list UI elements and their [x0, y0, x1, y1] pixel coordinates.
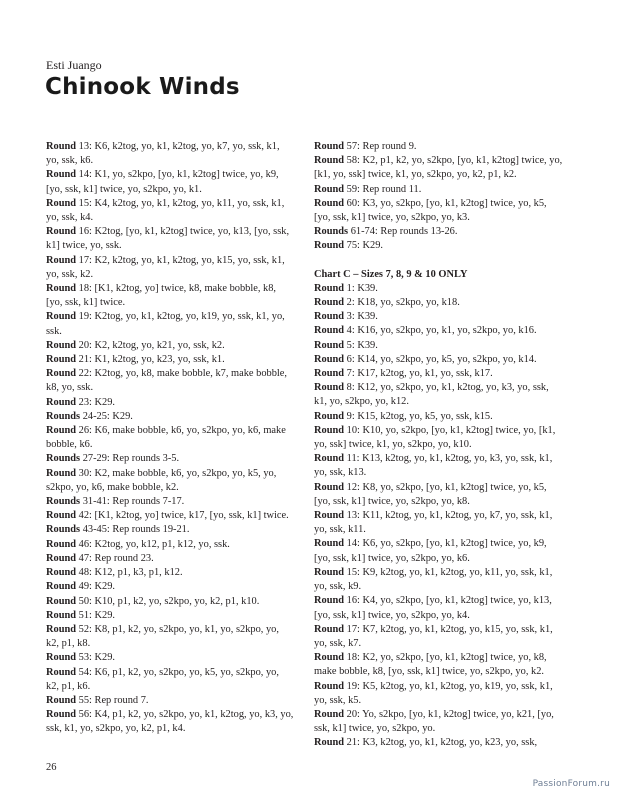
- instruction-line: [314, 239, 564, 253]
- round-label: Round: [314, 410, 345, 422]
- round-label: Round: [314, 708, 345, 720]
- round-instruction: 12: K8, yo, s2kpo, [yo, k1, k2tog] twice, yo, k5, [yo, ssk, k1] twice, yo, s2kpo, yo, k8.: [314, 481, 547, 507]
- round-instruction: 58: K2, p1, k2, yo, s2kpo, [yo, k1, k2tog] twice, yo, [k1, yo, ssk] twice, k1, yo, s2kpo, yo, k2, p1, k2.: [314, 155, 563, 181]
- round-label: Round: [314, 680, 345, 692]
- round-label: Round: [46, 368, 77, 380]
- instruction-line: [46, 197, 294, 225]
- round-label: Round: [314, 141, 345, 152]
- section-gap: [314, 254, 564, 268]
- page-title: Chinook Winds: [45, 74, 240, 100]
- instruction-line: [46, 523, 294, 537]
- round-label: Round: [46, 197, 77, 209]
- instruction-line: [46, 595, 294, 609]
- right-column: [314, 140, 564, 751]
- instruction-line: [46, 623, 294, 651]
- round-label: Round: [314, 353, 345, 365]
- round-label: Round: [314, 737, 345, 749]
- instruction-line: [314, 651, 564, 679]
- round-instruction: 46: K2tog, yo, k12, p1, k12, yo, ssk.: [76, 538, 230, 550]
- instruction-line: [314, 353, 564, 367]
- round-instruction: 11: K13, k2tog, yo, k1, k2tog, yo, k3, yo, ssk, k1, yo, ssk, k13.: [314, 453, 553, 479]
- round-label: Round: [314, 368, 345, 380]
- instruction-line: [314, 680, 564, 708]
- round-label: Round: [46, 254, 77, 266]
- round-label: Round: [46, 567, 77, 579]
- round-label: Round: [314, 538, 345, 550]
- round-label: Round: [46, 311, 77, 323]
- round-instruction: 10: K10, yo, s2kpo, [yo, k1, k2tog] twice, yo, [k1, yo, ssk] twice, k1, yo, s2kpo, yo, k10.: [314, 424, 556, 451]
- round-label: Round: [314, 339, 345, 351]
- watermark: PassionForum.ru: [532, 779, 610, 789]
- round-instruction: 21: K3, k2tog, yo, k1, k2tog, yo, k23, yo, ssk,: [344, 737, 538, 749]
- round-label: Round: [46, 623, 77, 635]
- round-instruction: 55: Rep round 7.: [76, 694, 149, 706]
- round-label: Round: [46, 609, 77, 621]
- instruction-line: [46, 140, 294, 168]
- instruction-line: [46, 367, 294, 395]
- round-instruction: 6: K14, yo, s2kpo, yo, k5, yo, s2kpo, yo, k14.: [344, 353, 537, 365]
- round-label: Round: [314, 325, 345, 337]
- round-label: Round: [46, 666, 77, 678]
- round-label: Round: [314, 510, 345, 522]
- round-instruction: 21: K1, k2tog, yo, k23, yo, ssk, k1.: [76, 354, 225, 366]
- round-label: Round: [46, 425, 77, 437]
- round-instruction: 16: K2tog, [yo, k1, k2tog] twice, yo, k13, [yo, ssk, k1] twice, yo, ssk.: [46, 226, 290, 252]
- round-instruction: 60: K3, yo, s2kpo, [yo, k1, k2tog] twice, yo, k5, [yo, ssk, k1] twice, yo, s2kpo, yo, k3.: [314, 197, 547, 224]
- instruction-line: [46, 495, 294, 509]
- round-label: Round: [46, 538, 77, 550]
- section-heading: Chart C – Sizes 7, 8, 9 & 10 ONLY: [314, 268, 468, 280]
- instruction-line: [314, 381, 564, 409]
- round-label: Round: [46, 141, 77, 152]
- instruction-line: [314, 623, 564, 651]
- round-instruction: 47: Rep round 23.: [76, 552, 154, 564]
- round-instruction: 26: K6, make bobble, k6, yo, s2kpo, yo, k6, make bobble, k6.: [46, 425, 286, 451]
- instruction-line: [314, 310, 564, 324]
- instruction-line: [314, 594, 564, 622]
- round-label: Rounds: [46, 453, 81, 465]
- round-instruction: 4: K16, yo, s2kpo, yo, k1, yo, s2kpo, yo, k16.: [344, 325, 537, 337]
- round-label: Round: [314, 652, 345, 664]
- instruction-line: [314, 708, 564, 736]
- instruction-line: [46, 708, 294, 736]
- round-label: Round: [46, 354, 77, 366]
- round-instruction: 1: K39.: [344, 282, 378, 294]
- round-label: Round: [46, 169, 77, 181]
- round-label: Round: [314, 453, 345, 465]
- round-label: Rounds: [46, 524, 81, 536]
- round-instruction: 43-45: Rep rounds 19-21.: [80, 524, 190, 536]
- round-label: Round: [46, 226, 77, 238]
- round-instruction: 13: K6, k2tog, yo, k1, k2tog, yo, k7, yo, ssk, k1, yo, ssk, k6.: [46, 141, 280, 167]
- round-instruction: 53: K29.: [76, 652, 116, 664]
- instruction-line: [314, 296, 564, 310]
- round-instruction: 5: K39.: [344, 339, 378, 351]
- round-label: Round: [46, 396, 77, 408]
- instruction-line: [46, 310, 294, 338]
- round-instruction: 54: K6, p1, k2, yo, s2kpo, yo, k5, yo, s2kpo, yo, k2, p1, k6.: [46, 666, 279, 692]
- instruction-line: [46, 424, 294, 452]
- round-label: Round: [46, 467, 77, 479]
- round-label: Round: [46, 339, 77, 351]
- instruction-line: [314, 282, 564, 296]
- round-label: Round: [314, 311, 345, 323]
- round-label: Round: [314, 481, 345, 493]
- round-label: Round: [46, 283, 77, 295]
- instruction-line: [314, 537, 564, 565]
- round-instruction: 51: K29.: [76, 609, 116, 621]
- instruction-line: [46, 538, 294, 552]
- round-instruction: 75: K29.: [344, 240, 384, 252]
- instruction-line: [46, 168, 294, 196]
- round-label: Round: [314, 240, 345, 252]
- instruction-line: [46, 580, 294, 594]
- instruction-line: [46, 566, 294, 580]
- round-instruction: 50: K10, p1, k2, yo, s2kpo, yo, k2, p1, k10.: [76, 595, 260, 607]
- instruction-line: [314, 339, 564, 353]
- instruction-line: [46, 225, 294, 253]
- round-instruction: 2: K18, yo, s2kpo, yo, k18.: [344, 297, 460, 309]
- instruction-line: [314, 566, 564, 594]
- round-instruction: 15: K4, k2tog, yo, k1, k2tog, yo, k11, yo, ssk, k1, yo, ssk, k4.: [46, 197, 285, 224]
- round-label: Rounds: [314, 226, 349, 238]
- instruction-line: [314, 410, 564, 424]
- round-instruction: 19: K2tog, yo, k1, k2tog, yo, k19, yo, ssk, k1, yo, ssk.: [46, 311, 285, 337]
- round-label: Round: [46, 510, 77, 522]
- round-instruction: 59: Rep round 11.: [344, 183, 422, 195]
- round-instruction: 30: K2, make bobble, k6, yo, s2kpo, yo, k5, yo, s2kpo, yo, k6, make bobble, k2.: [46, 467, 277, 493]
- round-instruction: 23: K29.: [76, 396, 116, 408]
- round-label: Round: [314, 623, 345, 635]
- round-instruction: 16: K4, yo, s2kpo, [yo, k1, k2tog] twice, yo, k13, [yo, ssk, k1] twice, yo, s2kpo, yo, k4.: [314, 595, 552, 621]
- round-label: Round: [46, 595, 77, 607]
- round-instruction: 3: K39.: [344, 311, 378, 323]
- instruction-line: [314, 424, 564, 452]
- round-instruction: 49: K29.: [76, 581, 116, 593]
- round-instruction: 7: K17, k2tog, yo, k1, yo, ssk, k17.: [344, 368, 493, 380]
- round-instruction: 14: K1, yo, s2kpo, [yo, k1, k2tog] twice, yo, k9, [yo, ssk, k1] twice, yo, s2kpo, yo, k1.: [46, 169, 279, 195]
- round-instruction: 13: K11, k2tog, yo, k1, k2tog, yo, k7, yo, ssk, k1, yo, ssk, k11.: [314, 510, 553, 536]
- round-label: Round: [46, 694, 77, 706]
- round-label: Round: [314, 297, 345, 309]
- instruction-line: [314, 324, 564, 338]
- round-label: Round: [46, 652, 77, 664]
- round-instruction: 61-74: Rep rounds 13-26.: [348, 226, 458, 238]
- round-instruction: 42: [K1, k2tog, yo] twice, k17, [yo, ssk, k1] twice.: [76, 510, 289, 522]
- instruction-line: [314, 367, 564, 381]
- round-label: Rounds: [46, 410, 81, 422]
- round-instruction: 48: K12, p1, k3, p1, k12.: [76, 567, 183, 579]
- round-instruction: 17: K2, k2tog, yo, k1, k2tog, yo, k15, yo, ssk, k1, yo, ssk, k2.: [46, 254, 285, 280]
- instruction-line: [46, 651, 294, 665]
- round-label: Round: [314, 382, 345, 394]
- round-instruction: 52: K8, p1, k2, yo, s2kpo, yo, k1, yo, s2kpo, yo, k2, p1, k8.: [46, 623, 279, 650]
- instruction-line: [46, 353, 294, 367]
- round-label: Round: [46, 709, 77, 721]
- instruction-line: [46, 609, 294, 623]
- instruction-line: [46, 396, 294, 410]
- instruction-line: [314, 736, 564, 750]
- instruction-line: [314, 197, 564, 225]
- round-instruction: 18: [K1, k2tog, yo] twice, k8, make bobble, k8, [yo, ssk, k1] twice.: [46, 283, 277, 309]
- round-instruction: 9: K15, k2tog, yo, k5, yo, ssk, k15.: [344, 410, 493, 422]
- instruction-line: [46, 509, 294, 523]
- round-instruction: 27-29: Rep rounds 3-5.: [80, 453, 180, 465]
- round-instruction: 20: Yo, s2kpo, [yo, k1, k2tog] twice, yo, k21, [yo, ssk, k1] twice, yo, s2kpo, yo.: [314, 708, 554, 735]
- instruction-line: [46, 410, 294, 424]
- round-instruction: 22: K2tog, yo, k8, make bobble, k7, make bobble, k8, yo, ssk.: [46, 368, 287, 394]
- instruction-line: [46, 254, 294, 282]
- round-instruction: 14: K6, yo, s2kpo, [yo, k1, k2tog] twice, yo, k9, [yo, ssk, k1] twice, yo, s2kpo, yo, k6.: [314, 538, 547, 564]
- instruction-line: [46, 666, 294, 694]
- round-label: Round: [314, 424, 345, 436]
- round-label: Round: [314, 595, 345, 607]
- round-instruction: 15: K9, k2tog, yo, k1, k2tog, yo, k11, yo, ssk, k1, yo, ssk, k9.: [314, 566, 553, 593]
- round-instruction: 18: K2, yo, s2kpo, [yo, k1, k2tog] twice, yo, k8, make bobble, k8, [yo, ssk, k1] twice, yo, s2kpo, yo, k2.: [314, 652, 547, 678]
- round-instruction: 31-41: Rep rounds 7-17.: [80, 496, 185, 508]
- instruction-line: [46, 467, 294, 495]
- instruction-line: [314, 140, 564, 154]
- round-instruction: 24-25: K29.: [80, 410, 133, 422]
- instruction-line: [314, 154, 564, 182]
- instruction-line: [314, 481, 564, 509]
- instruction-line: [314, 452, 564, 480]
- round-label: Round: [314, 566, 345, 578]
- instruction-line: [314, 183, 564, 197]
- instruction-line: [46, 452, 294, 466]
- author-name: Esti Juango: [46, 58, 102, 72]
- instruction-line: [46, 552, 294, 566]
- round-instruction: 20: K2, k2tog, yo, k21, yo, ssk, k2.: [76, 339, 225, 351]
- instruction-line: [314, 225, 564, 239]
- round-instruction: 57: Rep round 9.: [344, 141, 417, 152]
- instruction-line: [314, 509, 564, 537]
- round-label: Round: [314, 282, 345, 294]
- page-number: 26: [46, 762, 57, 773]
- round-instruction: 8: K12, yo, s2kpo, yo, k1, k2tog, yo, k3, yo, ssk, k1, yo, s2kpo, yo, k12.: [314, 382, 549, 408]
- round-label: Round: [46, 552, 77, 564]
- round-instruction: 17: K7, k2tog, yo, k1, k2tog, yo, k15, yo, ssk, k1, yo, ssk, k7.: [314, 623, 553, 649]
- round-instruction: 19: K5, k2tog, yo, k1, k2tog, yo, k19, yo, ssk, k1, yo, ssk, k5.: [314, 680, 553, 706]
- round-instruction: 56: K4, p1, k2, yo, s2kpo, yo, k1, k2tog, yo, k3, yo, ssk, k1, yo, s2kpo, yo, k2, p1, k4.: [46, 709, 294, 735]
- instruction-line: [46, 282, 294, 310]
- round-label: Round: [314, 197, 345, 209]
- round-label: Round: [314, 155, 345, 167]
- round-label: Rounds: [46, 496, 81, 508]
- instruction-line: [46, 694, 294, 708]
- left-column: [46, 140, 294, 737]
- round-label: Round: [46, 581, 77, 593]
- round-label: Round: [314, 183, 345, 195]
- instruction-line: [46, 339, 294, 353]
